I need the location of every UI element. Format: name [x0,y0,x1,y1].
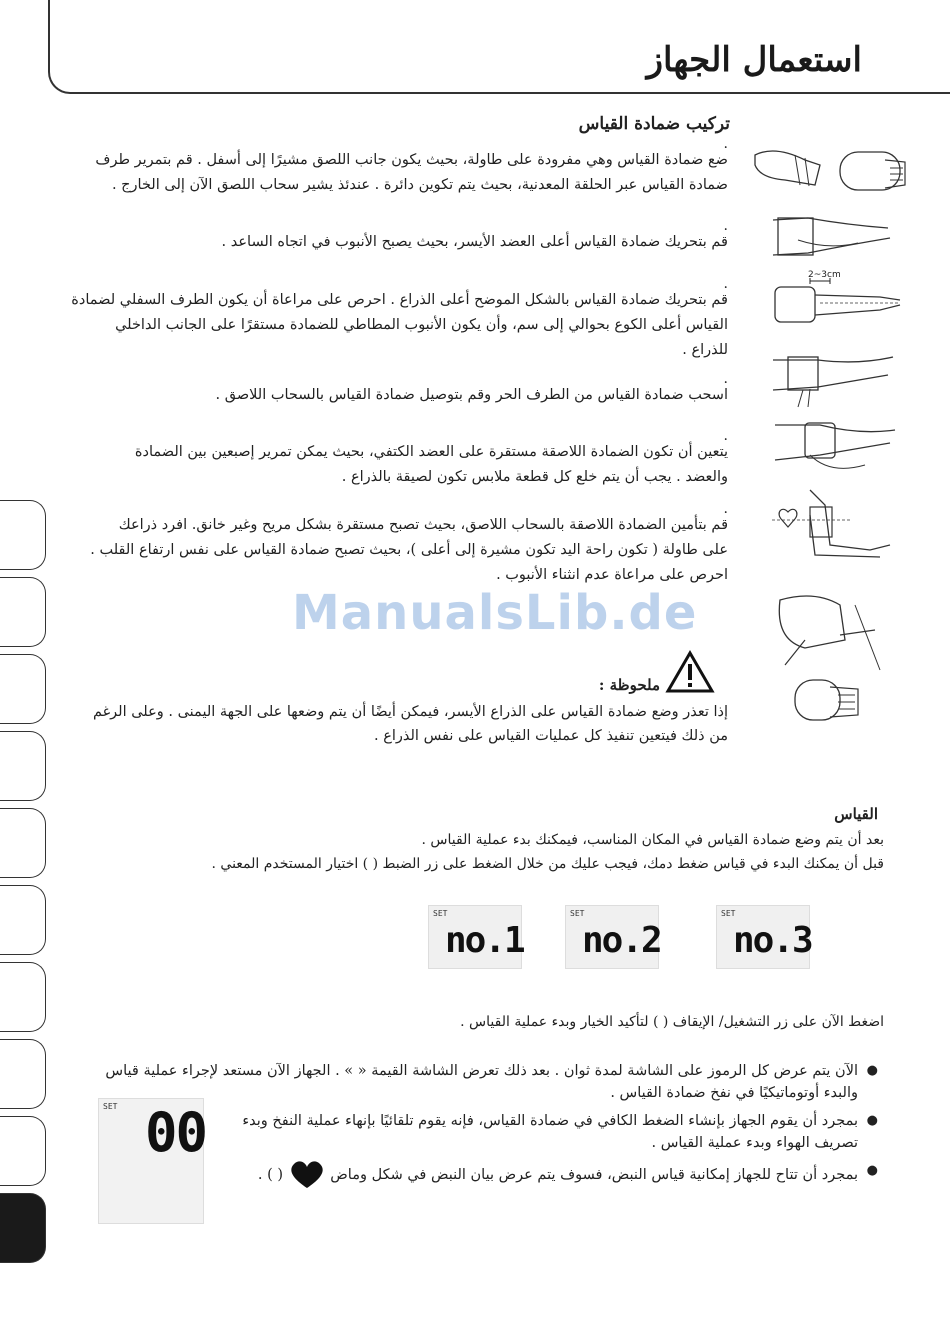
measure-label: 2~3cm [808,270,841,280]
chapter-tab[interactable] [0,731,46,801]
chapter-tab[interactable] [0,1039,46,1109]
cuff-device-illustration [790,675,865,725]
section-heading-cuff: تركيب ضمادة القياس [578,114,730,134]
note-text: إذا تعذر وضع ضمادة القياس على الذراع الأيسر، فيمكن أيضًا أن يتم وضعها على الجهة اليمنى . وعلى الرغم من ذلك فيتعين تنفيذ كل عمليات القياس على نفس الذراع . [92,704,728,744]
chapter-tab-active[interactable] [0,1193,46,1263]
page-title: استعمال الجهاز [646,40,862,80]
chapter-tabs [0,500,48,1270]
cuff-fingers-illustration [770,415,900,480]
chapter-tab[interactable] [0,962,46,1032]
lcd-user-3: SET no.3 [716,905,810,969]
seated-arm-illustration [765,590,890,675]
cuff-position-illustration [770,265,905,330]
heart-icon [288,1160,326,1190]
watermark: ManualsLib.de [292,585,698,641]
measure-intro: بعد أن يتم وضع ضمادة القياس في المكان المناسب، فيمكنك بدء عملية القياس . قبل أن يمكنك البدء في قياس ضغط دمك، فيجب عليك من خلال الضغط على زر الضبط ( ) اختيار المستخدم المعني . [211,832,884,872]
chapter-tab[interactable] [0,808,46,878]
bullet-1: ● الآن يتم عرض كل الرموز على الشاشة لمدة ثوان . بعد ذلك تعرض الشاشة القيمة « » . الجهاز الآن مستعد لإجراء عملية قياس والبدء أوتوماتيكيًا في نفخ ضمادة القياس . [105,1063,878,1101]
cuff-fastening-illustration [768,345,898,410]
bullet-2: ● بمجرد أن يقوم الجهاز بإنشاء الضغط الكافي في ضمادة القياس، فإنه يقوم تلقائيًا بإنهاء عملية النفخ وبدء تصريف الهواء وبدء عملية القياس . [242,1113,878,1151]
section-heading-measure: القياس [834,805,878,823]
step-2: . قم بتحريك ضمادة القياس أعلى العضد الأيسر، بحيث يصبح الأنبوب في اتجاه الساعد . [221,218,728,250]
lcd-display-ready: SET 00 [98,1098,204,1224]
arm-heart-level-illustration [770,485,895,565]
step-4: . اسحب ضمادة القياس من الطرف الحر وقم بتوصيل ضمادة القياس بالسحاب اللاصق . [215,371,728,403]
lcd-user-2: SET no.2 [565,905,659,969]
step-3: . قم بتحريك ضمادة القياس بالشكل الموضح أعلى الذراع . احرص على مراعاة أن يكون الطرف السفلي لضمادة القياس أعلى الكوع بحوالي إلى سم، وأن يكون الأنبوب المطاطي للضمادة مستقرًا على الجانب الداخلي للذراع . [71,276,728,358]
confirm-instruction: اضغط الآن على زر التشغيل/ الإيقاف ( ) لتأكيد الخيار وبدء عملية القياس . [460,1014,884,1030]
chapter-tab[interactable] [0,577,46,647]
step-1: . ضع ضمادة القياس وهي مفرودة على طاولة، بحيث يكون جانب اللصق مشيرًا إلى أسفل . قم بتمرير طرف ضمادة القياس عبر الحلقة المعدنية، بحيث يتم تكوين دائرة . عندئذ يشير سحاب اللصق الآن إلى الخارج . [95,136,728,193]
note-label: ملحوظة : [598,676,660,694]
cuff-ring-illustration [745,140,920,200]
chapter-tab[interactable] [0,885,46,955]
lcd-user-1: SET no.1 [428,905,522,969]
chapter-tab[interactable] [0,500,46,570]
chapter-tab[interactable] [0,1116,46,1186]
cuff-on-arm-illustration [768,210,898,265]
warning-icon [665,650,715,694]
step-5: . يتعين أن تكون الضمادة اللاصقة مستقرة على العضد الكتفي، بحيث يمكن تمرير إصبعين بين الضمادة والعضد . يجب أن يتم خلع كل قطعة ملابس تكون لصيقة بالذراع . [134,428,728,485]
step-6: . قم بتأمين الضمادة اللاصقة بالسحاب اللاصق، بحيث تصبح مستقرة بشكل مريح وغير خانق. افرد ذراعك على طاولة ( تكون راحة اليد تكون مشيرة إلى أعلى )، بحيث تصبح ضمادة القياس على نفس ارتفاع القلب . احرص على مراعاة عدم انثناء الأنبوب . [90,501,728,583]
chapter-tab[interactable] [0,654,46,724]
bullet-3: ● بمجرد أن تتاح للجهاز إمكانية قياس النبض، فسوف يتم عرض بيان النبض في شكل وماض ( ) . [238,1160,858,1190]
